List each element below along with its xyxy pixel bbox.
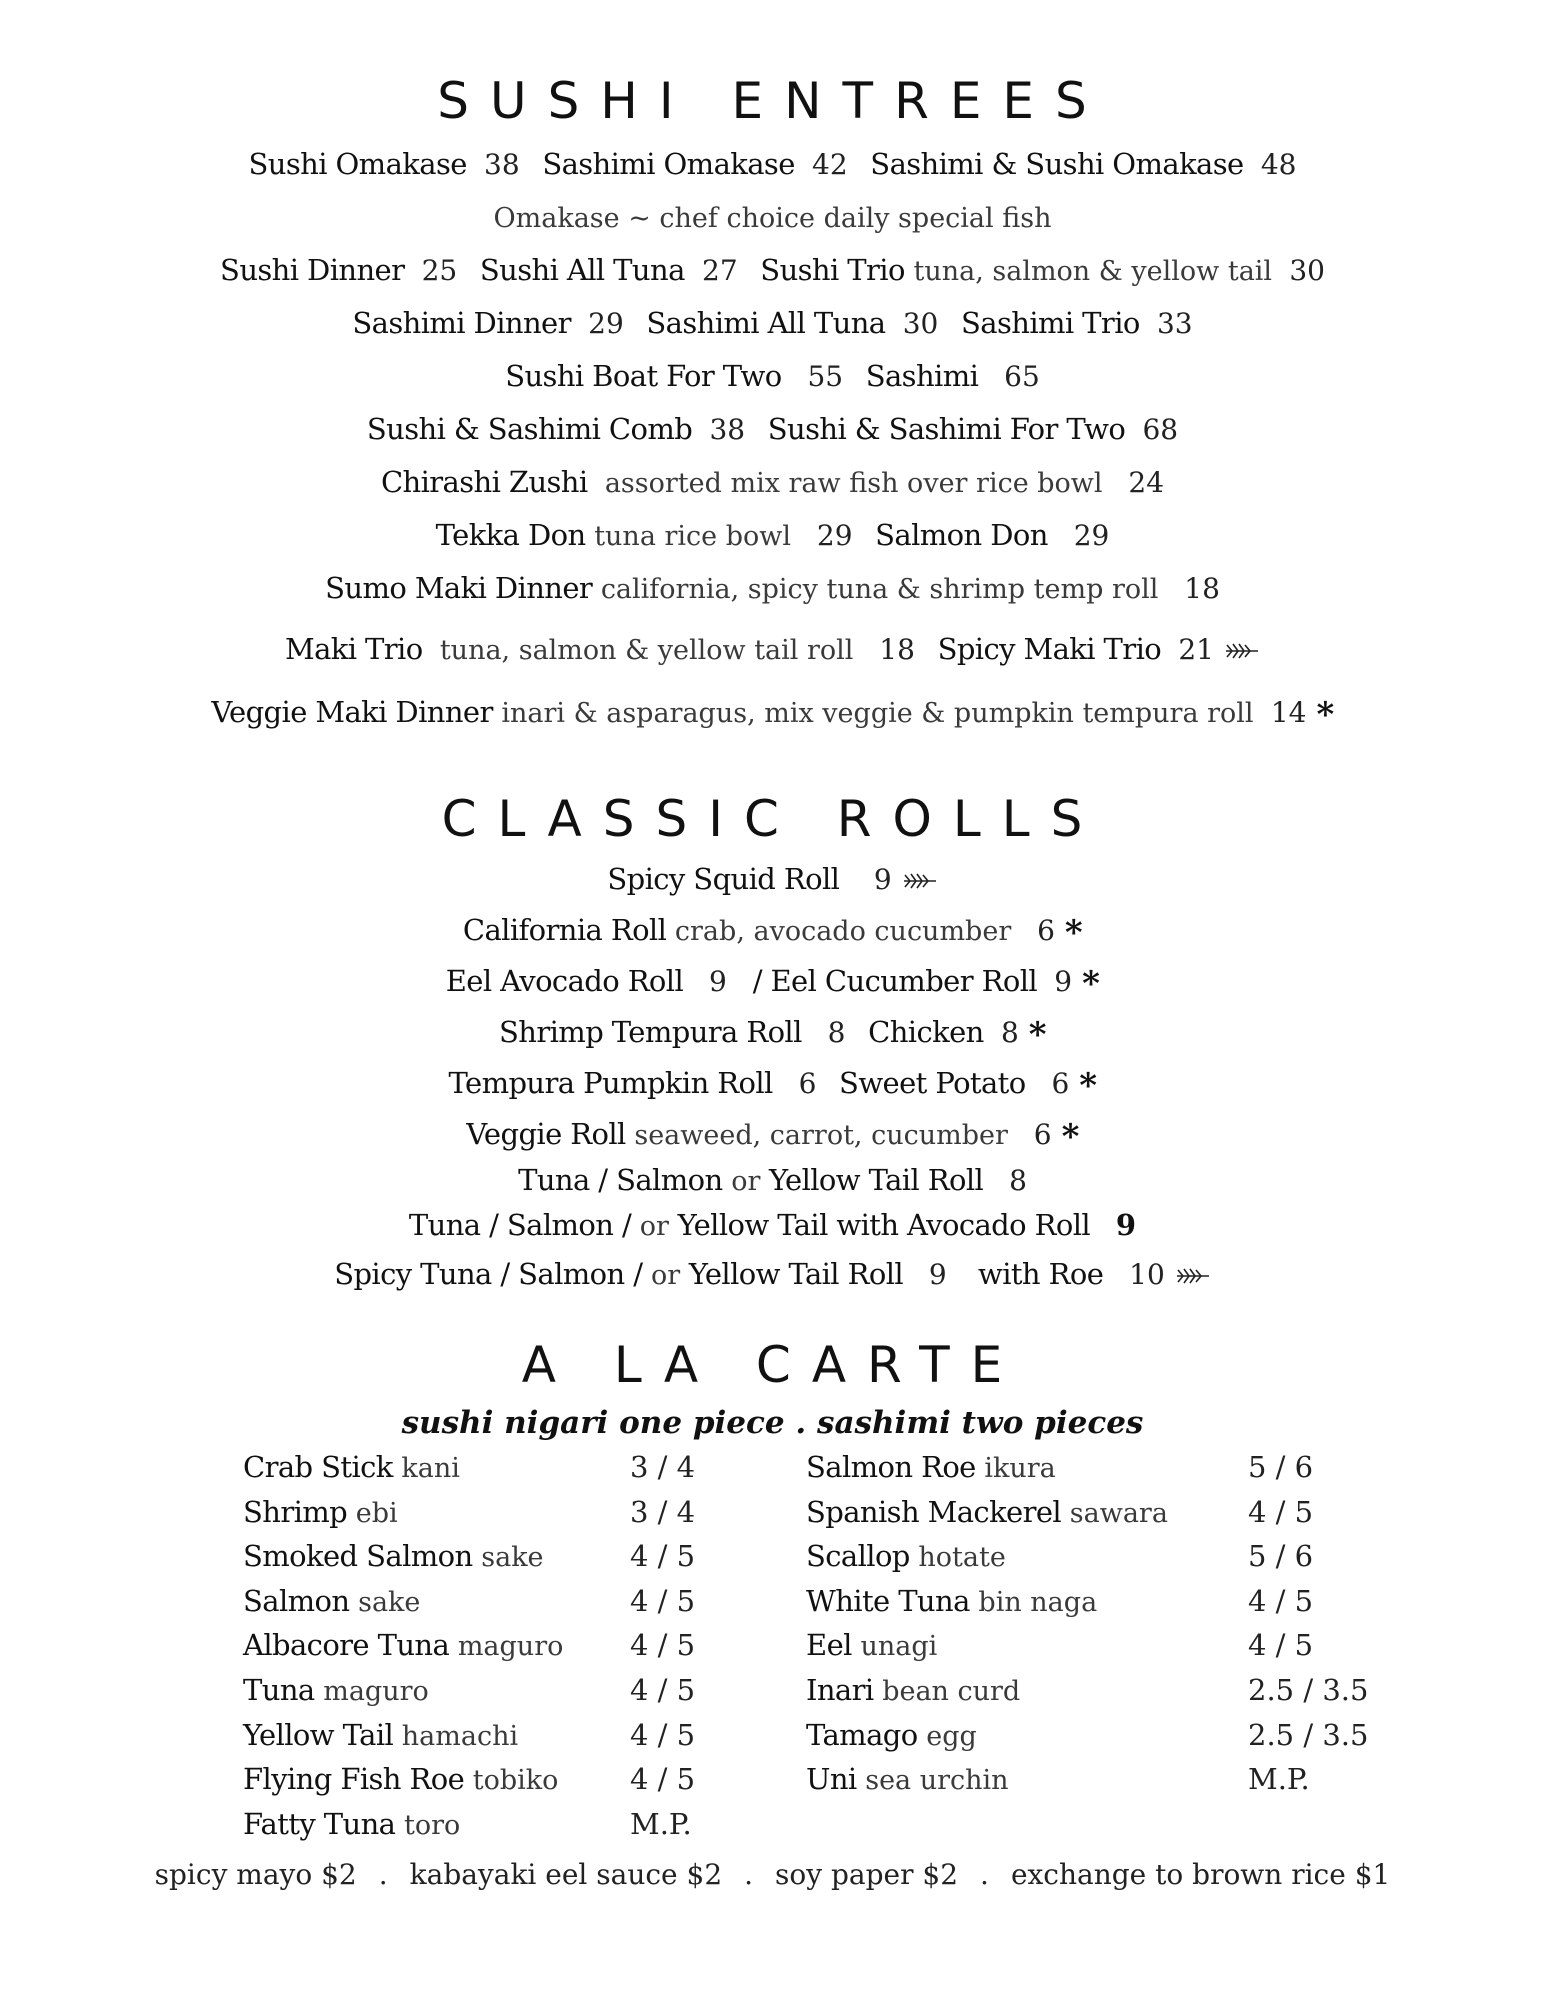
item-price: 9 (928, 1258, 947, 1291)
a-la-carte-name (806, 1450, 1056, 1484)
a-la-carte-name (243, 1762, 558, 1796)
item-name: Sweet Potato (839, 1066, 1026, 1100)
item-name: Crab Stick (243, 1450, 393, 1484)
extras-footer (0, 1858, 1545, 1891)
item-name: Sushi Boat For Two (505, 359, 782, 393)
spicy-icon (1175, 1265, 1211, 1287)
item-name: Tekka Don (435, 518, 586, 552)
item-name: Albacore Tuna (243, 1628, 450, 1663)
item-name: Eel Avocado Roll (445, 964, 684, 998)
a-la-carte-row (243, 1584, 803, 1626)
item-desc: egg (926, 1720, 977, 1752)
item-price: 25 (421, 254, 458, 287)
vegetarian-mark: * (1028, 1015, 1046, 1055)
a-la-carte-name (243, 1539, 544, 1573)
item-price: 65 (1004, 360, 1040, 393)
item-name: Tamago (806, 1717, 918, 1752)
roll-line-eel (0, 964, 1545, 1004)
item-name: Sushi & Sashimi Comb (366, 412, 693, 446)
a-la-carte-name (243, 1450, 460, 1484)
a-la-carte-name (806, 1495, 1168, 1529)
item-price: 4 / 5 (1248, 1494, 1314, 1529)
a-la-carte-name (243, 1807, 460, 1841)
a-la-carte-row (243, 1450, 803, 1492)
a-la-carte-row (806, 1495, 1366, 1537)
item-price: 5 / 6 (1248, 1450, 1314, 1484)
roll-line-with-avocado (0, 1208, 1545, 1242)
extra-item: kabayaki eel sauce $2 (409, 1858, 723, 1891)
item-name: White Tuna (806, 1583, 970, 1618)
vegetarian-mark: * (1316, 695, 1334, 735)
entree-line-comb (0, 412, 1545, 446)
item-name: California Roll (462, 913, 667, 947)
a-la-carte-name (243, 1628, 563, 1662)
item-price: 29 (588, 307, 624, 340)
separator: . (378, 1858, 388, 1891)
item-price: 9 (873, 863, 892, 896)
item-price: 4 / 5 (630, 1628, 696, 1663)
item-name: Inari (806, 1673, 874, 1707)
item-name: Shrimp (243, 1494, 348, 1529)
separator: / (752, 964, 762, 998)
a-la-carte-subhead: sushi nigari one piece . sashimi two pieces (401, 1405, 1144, 1441)
item-price: 6 (1037, 914, 1055, 947)
entree-line-omakase (0, 147, 1545, 181)
item-price: 4 / 5 (630, 1583, 696, 1618)
item-name: Spicy Tuna / Salmon / (334, 1257, 643, 1291)
item-desc: tuna, salmon & yellow tail roll (439, 635, 854, 666)
item-name: Sashimi (865, 359, 979, 393)
item-name: Tuna / Salmon / (408, 1208, 632, 1242)
entree-line-sashimi (0, 306, 1545, 340)
item-price: 38 (709, 413, 746, 446)
item-price: 8 (827, 1016, 846, 1049)
extra-item: soy paper $2 (775, 1858, 959, 1891)
item-name: Sushi & Sashimi For Two (767, 412, 1126, 446)
item-desc: ebi (355, 1497, 398, 1529)
item-name: Yellow Tail Roll (688, 1257, 904, 1291)
item-price: 5 / 6 (1248, 1539, 1314, 1574)
item-price: 48 (1260, 148, 1297, 181)
item-desc: tuna, salmon & yellow tail (913, 256, 1273, 287)
item-desc: tobiko (472, 1765, 559, 1797)
item-desc: california, spicy tuna & shrimp temp roll (600, 574, 1159, 605)
item-price: 55 (807, 360, 844, 393)
spicy-icon (902, 870, 938, 892)
a-la-carte-name (806, 1718, 977, 1752)
item-price: M.P. (630, 1806, 692, 1841)
item-price: 4 / 5 (630, 1717, 696, 1752)
item-price: 6 (1051, 1067, 1070, 1100)
item-desc: sake (481, 1542, 544, 1574)
item-desc: crab, avocado cucumber (674, 916, 1012, 947)
a-la-carte-row (806, 1673, 1369, 1715)
vegetarian-mark: * (1064, 913, 1083, 953)
item-price: 4 / 5 (630, 1539, 696, 1574)
item-desc: tuna rice bowl (594, 521, 792, 552)
classic-rolls-title: CLASSIC ROLLS (441, 790, 1104, 848)
item-price: 18 (1184, 572, 1220, 605)
item-name: with Roe (977, 1257, 1104, 1291)
item-name: Shrimp Tempura Roll (499, 1015, 802, 1049)
or-word: or (731, 1166, 761, 1197)
item-desc: sake (358, 1586, 421, 1618)
item-price: 68 (1142, 413, 1179, 446)
a-la-carte-name (806, 1584, 1097, 1618)
item-name: Sashimi All Tuna (646, 306, 886, 340)
item-price: 9 (709, 965, 727, 998)
item-desc: sawara (1069, 1497, 1168, 1529)
a-la-carte-name (806, 1539, 1006, 1573)
item-price: 33 (1156, 307, 1193, 340)
item-desc: seaweed, carrot, cucumber (634, 1120, 1008, 1151)
item-price: 18 (879, 633, 915, 666)
a-la-carte-row (243, 1539, 803, 1581)
a-la-carte-row (243, 1762, 803, 1804)
item-price: 4 / 5 (630, 1762, 696, 1797)
item-price: 29 (816, 519, 853, 552)
item-price: 38 (484, 148, 520, 181)
item-name: Uni (806, 1762, 857, 1797)
separator: . (744, 1858, 754, 1891)
item-name: Sushi Trio (760, 253, 905, 287)
item-name: Sashimi Dinner (352, 306, 571, 340)
roll-line-spicy (0, 1257, 1545, 1291)
item-name: Yellow Tail with Avocado Roll (677, 1208, 1091, 1242)
item-desc: toro (403, 1809, 461, 1841)
item-desc: unagi (860, 1631, 938, 1663)
entree-line-boat (0, 359, 1545, 393)
item-price: 4 / 5 (1248, 1628, 1314, 1663)
item-price: 21 (1178, 633, 1214, 666)
a-la-carte-row (243, 1718, 803, 1760)
item-price: 2.5 / 3.5 (1248, 1673, 1369, 1707)
item-name: Flying Fish Roe (243, 1762, 465, 1797)
or-word: or (639, 1211, 669, 1242)
item-name: Smoked Salmon (243, 1539, 473, 1574)
a-la-carte-name (806, 1673, 1020, 1707)
entree-line-veggie-maki (0, 695, 1545, 735)
item-desc: bin naga (978, 1586, 1098, 1618)
roll-line-shrimp-tempura (0, 1015, 1545, 1055)
item-name: Maki Trio (284, 632, 423, 666)
item-name: Spicy Squid Roll (607, 862, 840, 896)
a-la-carte-name (243, 1584, 420, 1618)
item-name: Scallop (806, 1539, 910, 1574)
roll-line-tuna-salmon (0, 1163, 1545, 1197)
item-name: Eel (806, 1628, 852, 1663)
item-name: Sashimi Omakase (542, 147, 795, 181)
item-price: 29 (1073, 519, 1110, 552)
separator: . (980, 1858, 989, 1891)
item-price: 6 (798, 1067, 817, 1100)
spicy-icon (1224, 640, 1260, 662)
roll-line-pumpkin (0, 1066, 1545, 1106)
item-name: Salmon Roe (806, 1450, 976, 1484)
extra-item: exchange to brown rice $1 (1010, 1858, 1391, 1891)
item-desc: hamachi (401, 1720, 519, 1752)
item-name: Spicy Maki Trio (937, 632, 1162, 666)
item-price: 24 (1128, 466, 1165, 499)
omakase-note: Omakase ~ chef choice daily special fish (493, 203, 1052, 234)
a-la-carte-row (806, 1717, 1369, 1760)
a-la-carte-row (243, 1628, 803, 1670)
item-name: Tuna / Salmon (518, 1163, 723, 1197)
roll-line-veggie (0, 1117, 1545, 1157)
item-price: 10 (1129, 1258, 1165, 1291)
item-name: Chirashi Zushi (380, 465, 588, 499)
vegetarian-mark: * (1061, 1117, 1079, 1157)
item-desc: bean curd (882, 1676, 1021, 1707)
item-name: Yellow Tail Roll (768, 1163, 984, 1197)
a-la-carte-row (806, 1584, 1366, 1626)
a-la-carte-name (243, 1495, 398, 1529)
item-name: Eel Cucumber Roll (770, 964, 1038, 998)
sushi-entrees-title: SUSHI ENTREES (437, 72, 1108, 130)
or-word: or (651, 1260, 681, 1291)
roll-line-california (0, 913, 1545, 953)
item-desc: inari & asparagus, mix veggie & pumpkin tempura roll (501, 698, 1254, 729)
a-la-carte-row (806, 1762, 1366, 1804)
item-name: Salmon Don (875, 518, 1048, 552)
item-desc: sea urchin (865, 1765, 1009, 1797)
vegetarian-mark: * (1082, 964, 1100, 1004)
entree-line-sushi (0, 253, 1545, 287)
a-la-carte-name (806, 1762, 1009, 1796)
item-price: 8 (1000, 1016, 1019, 1049)
a-la-carte-row (806, 1539, 1366, 1581)
item-desc: assorted mix raw fish over rice bowl (604, 468, 1103, 499)
a-la-carte-name (806, 1628, 937, 1662)
a-la-carte-title: A LA CARTE (521, 1336, 1024, 1394)
item-name: Yellow Tail (243, 1717, 394, 1752)
item-price: 4 / 5 (630, 1673, 696, 1707)
vegetarian-mark: * (1079, 1066, 1097, 1106)
item-desc: maguro (457, 1631, 564, 1663)
item-price: 30 (902, 307, 939, 340)
item-price: 42 (812, 148, 848, 181)
roll-line-squid (0, 862, 1545, 896)
item-price: 9 (1054, 965, 1073, 998)
item-name: Sashimi Trio (961, 306, 1140, 340)
a-la-carte-row (243, 1807, 803, 1849)
item-price: M.P. (1248, 1762, 1310, 1797)
item-name: Fatty Tuna (243, 1806, 396, 1841)
item-name: Veggie Roll (466, 1117, 626, 1151)
item-name: Chicken (868, 1015, 984, 1049)
item-name: Salmon (243, 1583, 350, 1618)
item-name: Tuna (243, 1673, 315, 1707)
item-name: Tempura Pumpkin Roll (448, 1066, 773, 1100)
a-la-carte-name (243, 1673, 429, 1707)
item-price: 30 (1289, 254, 1325, 287)
a-la-carte-name (243, 1718, 518, 1752)
entree-line-maki-trio (0, 632, 1545, 666)
item-name: Sushi All Tuna (479, 253, 685, 287)
item-name: Sushi Omakase (248, 147, 467, 181)
item-price: 3 / 4 (630, 1450, 696, 1484)
item-price: 8 (1009, 1164, 1027, 1197)
a-la-carte-row (806, 1628, 1366, 1670)
item-price: 9 (1115, 1208, 1137, 1242)
item-price: 14 (1270, 696, 1307, 729)
item-price: 2.5 / 3.5 (1248, 1717, 1369, 1752)
item-name: Veggie Maki Dinner (211, 695, 493, 729)
item-price: 4 / 5 (1248, 1583, 1314, 1618)
item-desc: hotate (918, 1542, 1006, 1574)
item-price: 3 / 4 (630, 1494, 696, 1529)
a-la-carte-row (243, 1673, 803, 1715)
item-name: Sashimi & Sushi Omakase (870, 147, 1244, 181)
item-name: Sushi Dinner (220, 253, 405, 287)
a-la-carte-row (806, 1450, 1366, 1492)
extra-item: spicy mayo $2 (154, 1858, 357, 1891)
entree-line-sumo (0, 571, 1545, 605)
item-price: 6 (1033, 1118, 1052, 1151)
item-name: Sumo Maki Dinner (325, 571, 593, 605)
item-name: Spanish Mackerel (806, 1494, 1062, 1529)
a-la-carte-row (243, 1495, 803, 1537)
entree-line-omakase-note (0, 200, 1545, 234)
item-price: 27 (702, 254, 738, 287)
item-desc: maguro (323, 1676, 429, 1707)
entree-line-don (0, 518, 1545, 552)
item-desc: kani (401, 1453, 460, 1484)
entree-line-chirashi (0, 465, 1545, 499)
item-desc: ikura (984, 1453, 1056, 1484)
